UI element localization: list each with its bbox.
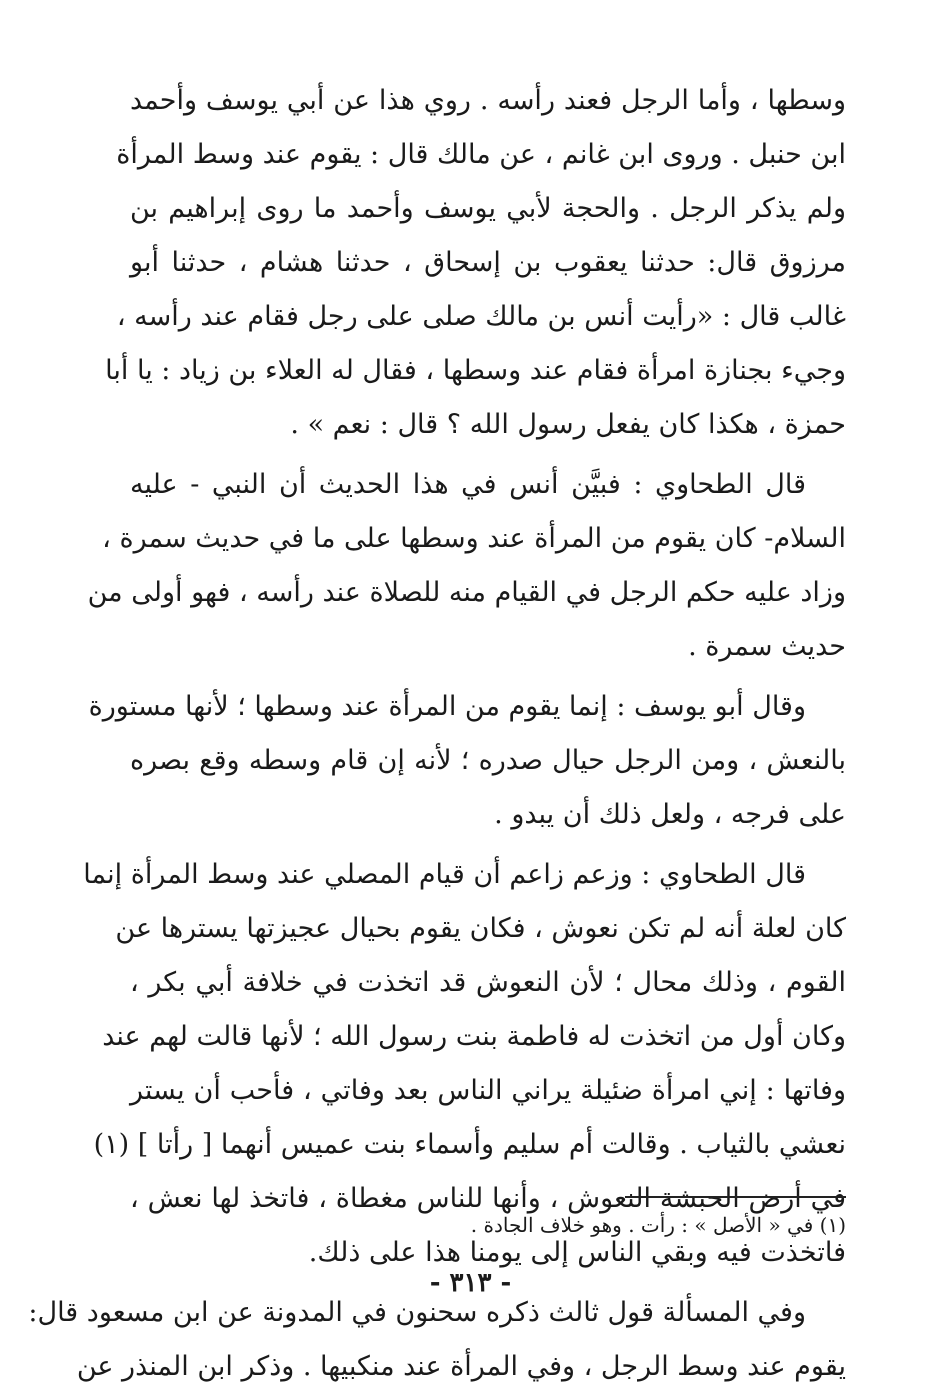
text-line: السلام- كان يقوم من المرأة عند وسطها على ما في حديث سمرة ، (102, 523, 846, 554)
text-line: نعشي بالثياب . وقالت أم سليم وأسماء بنت عميس أنهما [ رأتا ] (١) (93, 1129, 846, 1160)
text-line: حمزة ، هكذا كان يفعل رسول الله ؟ قال : نعم » . (290, 409, 846, 440)
text-line: وسطها ، وأما الرجل فعند رأسه . روي هذا عن أبي يوسف وأحمد (130, 85, 846, 116)
text-line: وزاد عليه حكم الرجل في القيام منه للصلاة عند رأسه ، فهو أولى من (87, 577, 846, 608)
text-line: وفاتها : إني امرأة ضئيلة يراني الناس بعد وفاتي ، فأحب أن يستر (130, 1075, 846, 1106)
text-line: يقوم عند وسط الرجل ، وفي المرأة عند منكبيها . وذكر ابن المنذر عن (76, 1351, 846, 1382)
text-line: قال الطحاوي : فبيَّن أنس في هذا الحديث أن النبي - عليه (130, 469, 806, 500)
text-line: ولم يذكر الرجل . والحجة لأبي يوسف وأحمد ما روى إبراهيم بن (130, 193, 846, 224)
text-line: حديث سمرة . (688, 631, 846, 662)
footnote: (١) في « الأصل » : رأت . وهو خلاف الجادة . (470, 1213, 846, 1237)
text-line: وجيء بجنازة امرأة فقام عند وسطها ، فقال له العلاء بن زياد : يا أبا (105, 355, 846, 386)
text-line: على فرجه ، ولعل ذلك أن يبدو . (494, 799, 846, 830)
text-line: مرزوق قال: حدثنا يعقوب بن إسحاق ، حدثنا هشام ، حدثنا أبو (130, 247, 846, 278)
text-line: كان لعلة أنه لم تكن نعوش ، فكان يقوم بحيال عجيزتها يسترها عن (115, 913, 846, 944)
text-line: القوم ، وذلك محال ؛ لأن النعوش قد اتخذت في خلافة أبي بكر ، (130, 967, 846, 998)
text-line: وكان أول من اتخذت له فاطمة بنت رسول الله ؛ لأنها قالت لهم عند (102, 1021, 846, 1052)
text-line: فاتخذت فيه وبقي الناس إلى يومنا هذا على ذلك. (308, 1237, 846, 1268)
text-line: وقال أبو يوسف : إنما يقوم من المرأة عند وسطها ؛ لأنها مستورة (88, 691, 806, 722)
text-line: وفي المسألة قول ثالث ذكره سحنون في المدونة عن ابن مسعود قال: (28, 1297, 806, 1328)
page-number: - ٣١٣ - (429, 1268, 512, 1298)
paragraph-2 (87, 458, 846, 674)
footnote-divider (625, 1196, 846, 1198)
text-line: في أرض الحبشة النعوش ، وأنها للناس مغطاة ، فاتخذ لها نعش ، (130, 1183, 846, 1214)
paragraph-3 (88, 680, 846, 842)
text-line: قال الطحاوي : وزعم زاعم أن قيام المصلي عند وسط المرأة إنما (83, 859, 806, 890)
text-line: بالنعش ، ومن الرجل حيال صدره ؛ لأنه إن قام وسطه وقع بصره (130, 745, 846, 776)
text-line: ابن حنبل . وروى ابن غانم ، عن مالك قال : يقوم عند وسط المرأة (116, 139, 846, 170)
paragraph-5 (28, 1286, 846, 1394)
paragraph-1 (105, 74, 846, 452)
text-line: غالب قال : «رأيت أنس بن مالك صلى على رجل فقام عند رأسه ، (116, 301, 846, 332)
